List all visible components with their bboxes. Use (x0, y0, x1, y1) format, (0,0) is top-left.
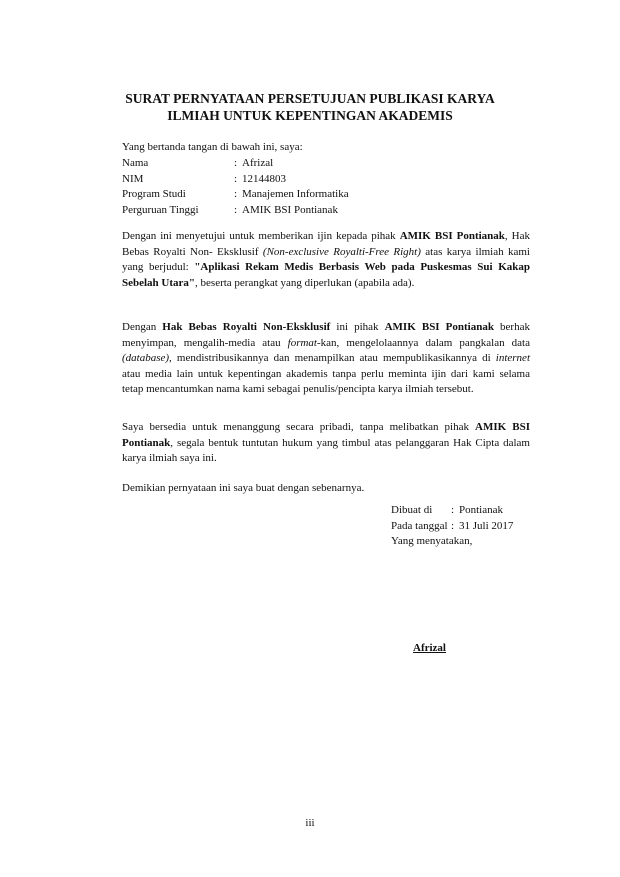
sign-closing-row (391, 534, 551, 550)
intro-text: Yang bertanda tangan di bawah ini, saya: (122, 141, 303, 153)
sign-place-separator: : (451, 504, 455, 516)
title-line-2: ILMIAH UNTUK KEPENTINGAN AKADEMIS (167, 108, 453, 123)
identity-row-institution (122, 203, 522, 219)
identity-value: AMIK BSI Pontianak (242, 203, 338, 216)
page-number: iii (305, 817, 315, 829)
identity-value: Manajemen Informatika (242, 188, 349, 200)
signature-block (391, 503, 551, 550)
identity-row-name (122, 156, 522, 172)
sign-closing: Yang menyatakan, (391, 535, 473, 547)
identity-value: 12144803 (242, 172, 286, 185)
document-title (100, 90, 520, 124)
title-line-1: SURAT PERNYATAAN PERSETUJUAN PUBLIKASI KARYA (125, 91, 495, 106)
identity-label: Perguruan Tinggi (122, 203, 199, 216)
identity-table (122, 156, 522, 218)
sign-date-label: Pada tanggal (391, 519, 448, 532)
sign-date-row (391, 519, 551, 535)
identity-label: Program Studi (122, 188, 186, 200)
paragraph-rights: Dengan Hak Bebas Royalti Non-Eksklusif ini pihak AMIK BSI Pontianak berhak menyimpan, mengalih-media atau format-kan, mengelolaannya dalam pangkalan data (database), mendistribusikannya dan menampilkan atau mempublikasikannya di internet atau media lain untuk kepentingan akademis tanpa perlu meminta ijin dari kami selama tetap mencantumkan nama kami sebagai penulis/pencipta karya ilmiah tersebut. (122, 321, 530, 395)
sign-date-separator: : (451, 519, 455, 532)
paragraph-liability: Saya bersedia untuk menanggung secara pribadi, tanpa melibatkan pihak AMIK BSI Pontianak, segala bentuk tuntutan hukum yang timbul atas pelanggaran Hak Cipta dalam karya ilmiah saya ini. (122, 421, 530, 464)
identity-separator: : (234, 172, 238, 185)
sign-date-value: 31 Juli 2017 (459, 519, 514, 532)
sign-place-row (391, 503, 551, 519)
identity-label: NIM (122, 172, 144, 185)
signer-name: Afrizal (413, 642, 446, 654)
identity-row-nim (122, 172, 522, 188)
identity-row-program (122, 187, 522, 203)
identity-label: Nama (122, 157, 149, 169)
paragraph-closing: Demikian pernyataan ini saya buat dengan sebenarnya. (122, 482, 365, 494)
sign-place-value: Pontianak (459, 504, 503, 516)
identity-separator: : (234, 157, 238, 169)
identity-separator: : (234, 203, 238, 216)
sign-place-label: Dibuat di (391, 504, 433, 516)
paragraph-consent: Dengan ini menyetujui untuk memberikan ijin kepada pihak AMIK BSI Pontianak, Hak Bebas Royalti Non- Eksklusif (Non-exclusive Royalti-Free Right) atas karya ilmiah kami yang berjudul: "Aplikasi Rekam Medis Berbasis Web pada Puskesmas Sui Kakap Sebelah Utara", beserta perangkat yang diperlukan (apabila ada). (122, 230, 530, 289)
identity-value: Afrizal (242, 157, 274, 169)
identity-separator: : (234, 188, 238, 200)
